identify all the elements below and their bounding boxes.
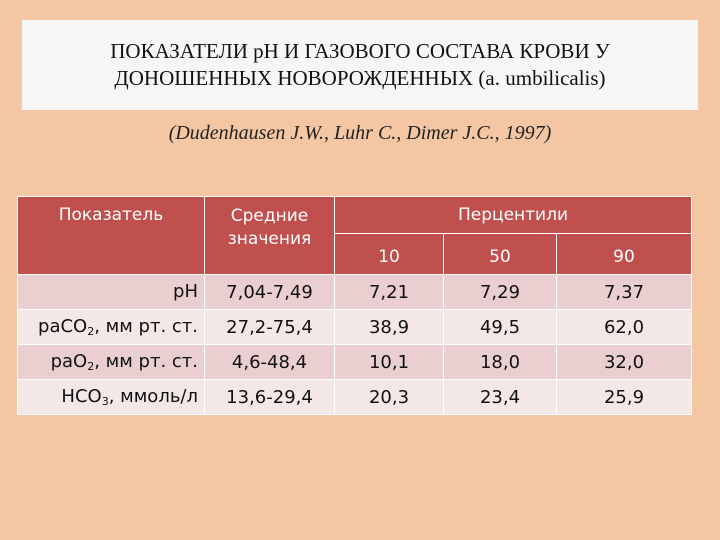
row-p10: 20,3 [335,380,444,415]
param-name: pH [173,281,198,302]
slide-title-line2: ДОНОШЕННЫХ НОВОРОЖДЕННЫХ (a. umbilicalis) [114,66,606,90]
row-p50: 18,0 [444,345,557,380]
param-name: HCO [61,386,102,407]
header-mean-line2: значения [227,229,312,249]
param-unit: , ммоль/л [108,386,198,407]
param-subscript: 2 [87,325,95,338]
row-param [18,310,205,345]
row-mean: 7,04-7,49 [205,275,335,310]
param-unit: , мм рт. ст. [94,351,198,372]
blood-gas-table [17,196,692,415]
param-unit: , мм рт. ст. [94,316,198,337]
header-param: Показатель [18,197,205,275]
row-param [18,275,205,310]
table-row [18,345,692,380]
header-p10: 10 [335,234,444,275]
table-row [18,275,692,310]
param-subscript: 2 [87,360,95,373]
row-mean: 4,6-48,4 [205,345,335,380]
row-p90: 62,0 [557,310,692,345]
row-p90: 7,37 [557,275,692,310]
row-param [18,345,205,380]
row-p10: 38,9 [335,310,444,345]
slide-title-line1: ПОКАЗАТЕЛИ рН И ГАЗОВОГО СОСТАВА КРОВИ У [110,39,610,63]
table-row [18,310,692,345]
header-p50: 50 [444,234,557,275]
header-mean [205,197,335,275]
row-p90: 25,9 [557,380,692,415]
param-name: paCO [38,316,88,337]
row-p10: 10,1 [335,345,444,380]
row-p90: 32,0 [557,345,692,380]
row-param [18,380,205,415]
title-box [22,20,698,110]
param-subscript: 3 [101,395,109,408]
row-mean: 27,2-75,4 [205,310,335,345]
table-row [18,380,692,415]
header-mean-line1: Средние [230,206,309,226]
row-p50: 23,4 [444,380,557,415]
header-percentiles: Перцентили [335,197,692,234]
row-p50: 49,5 [444,310,557,345]
param-name: paO [50,351,88,372]
row-mean: 13,6-29,4 [205,380,335,415]
slide-subtitle: (Dudenhausen J.W., Luhr C., Dimer J.C., 1997) [168,122,552,144]
row-p10: 7,21 [335,275,444,310]
row-p50: 7,29 [444,275,557,310]
header-p90: 90 [557,234,692,275]
